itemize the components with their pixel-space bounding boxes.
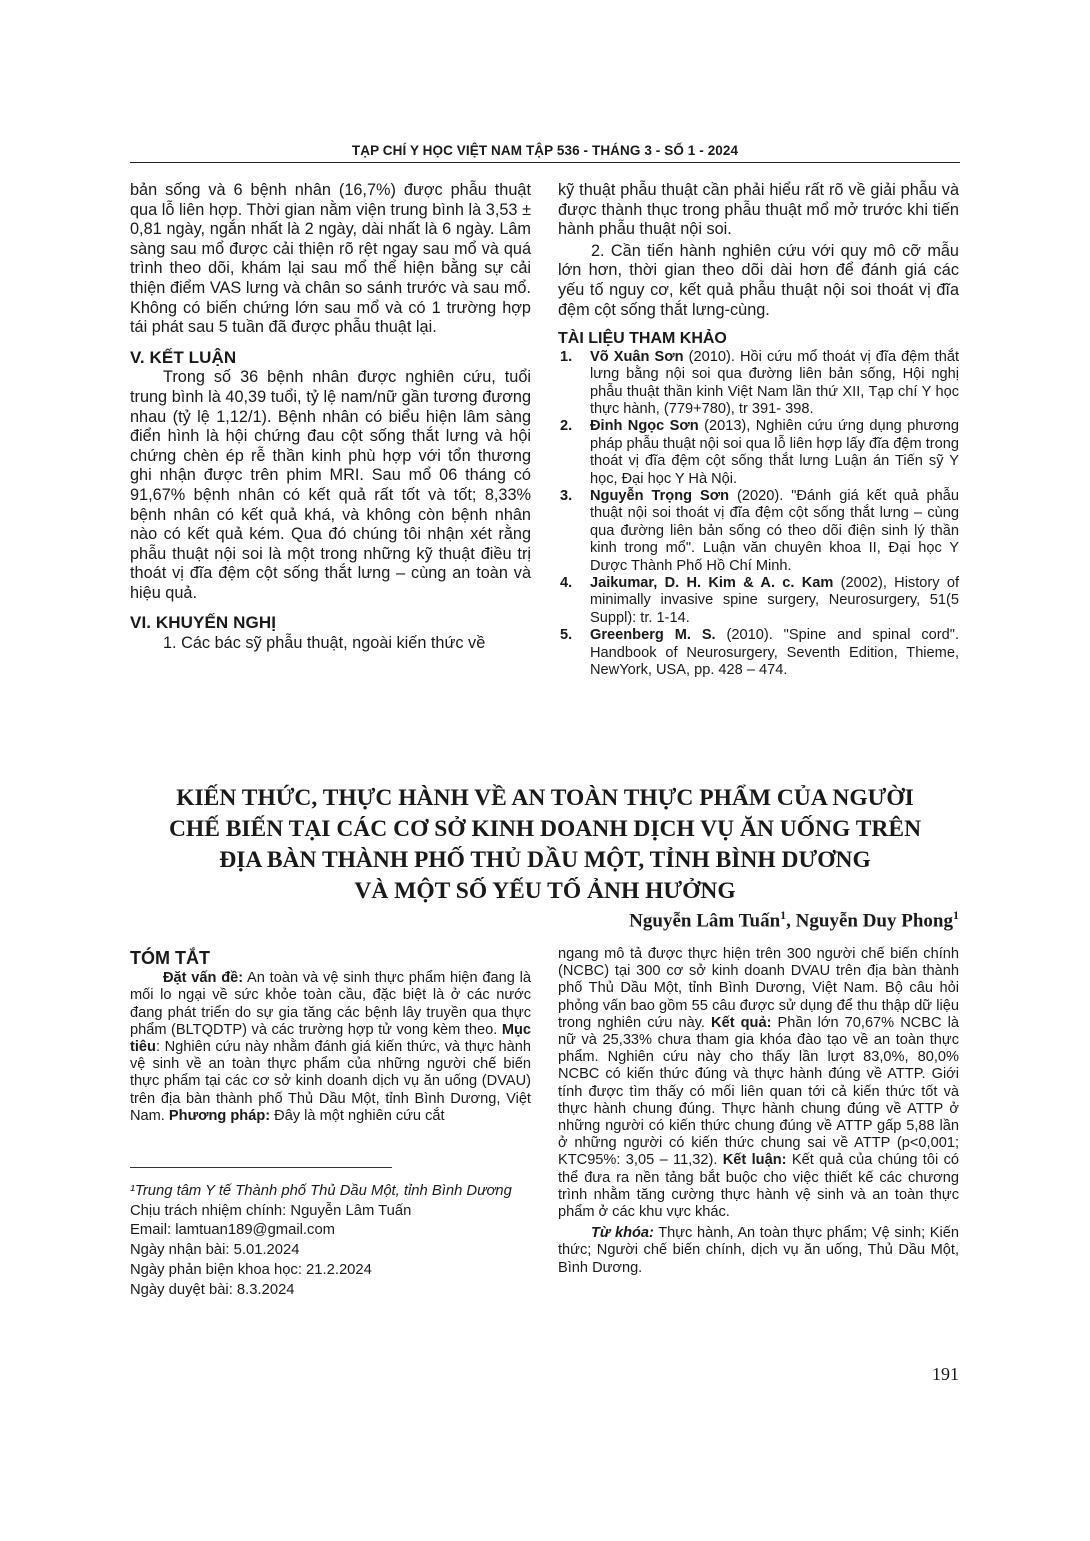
reference-number: 3. [560,488,573,504]
footnote-corresponding: Chịu trách nhiệm chính: Nguyễn Lâm Tuấn [130,1202,412,1219]
abstract-text: Kết quả của chúng tôi có thể đưa ra nền tảng bắt buộc cho việc thiết kế các chương trình nhằm tăng cường thực hành vệ sinh và an toàn thực phẩm ở các khu vực khác. [558,1152,959,1221]
abstract-left-column [130,950,531,1125]
article-title-line: VÀ MỘT SỐ YẾU TỐ ẢNH HƯỞNG [354,878,736,904]
reference-item [558,627,959,679]
references-heading: TÀI LIỆU THAM KHẢO [558,330,727,348]
recommendation-1-end: kỹ thuật phẫu thuật cần phải hiểu rất rõ về giải phẫu và được thành thục trong phẫu thuật mổ mở trước khi tiến hành phẫu thuật nội soi. [558,181,959,239]
abstract-paragraph [558,946,959,1221]
abstract-right-column [558,946,959,1277]
references-list [558,349,959,680]
reference-number: 5. [560,627,573,644]
keywords-paragraph [558,1225,959,1277]
abstract-label: Mục tiêu [130,1021,531,1056]
author-separator: , [786,910,796,932]
header-rule [130,162,960,163]
abstract-text: : Nghiên cứu này nhằm đánh giá kiến thức, và thực hành vệ sinh về an toàn thực phẩm của những người chế biến thực phẩm tại các cơ sở kinh doanh dịch vụ ăn uống (DVAU) trên địa bàn thành phố Thủ Dầu Một, tỉnh Bình Dương, Việt Nam. [130,1039,531,1124]
prev-article-left-column [130,181,531,654]
article-title-line: ĐỊA BÀN THÀNH PHỐ THỦ DẦU MỘT, TỈNH BÌNH DƯƠNG [219,847,871,873]
reference-author: Đinh Ngọc Sơn [590,418,699,435]
running-header: TẠP CHÍ Y HỌC VIỆT NAM TẬP 536 - THÁNG 3 - SỐ 1 - 2024 [351,143,739,158]
footnote [130,1182,540,1300]
abstract-label: Phương pháp: [168,1107,271,1124]
abstract-heading: TÓM TẮT [130,948,210,968]
abstract-text: An toàn và vệ sinh thực phẩm hiện đang là mối lo ngại về sức khỏe toàn cầu, đặc biệt là ở các nước đang phát triển do sự gia tăng các bệnh lây truyền qua thực phẩm (BLTQDTP) và các trường hợp tử vong kèm theo. [130,970,531,1038]
abstract-label: Đặt vấn đề: [163,970,244,987]
footnote-received: Ngày nhận bài: 5.01.2024 [130,1242,300,1259]
abstract-text: ngang mô tả được thực hiện trên 300 người chế biến chính (NCBC) tại 300 cơ sở kinh doanh DVAU trên địa bàn thành phố Thủ Dầu Một, tỉnh Bình Dương, Việt Nam. Bộ câu hỏi phỏng vấn bao gồm 55 câu được sử dụng để thu thập dữ liệu trong nghiên cứu này. [558,946,959,1031]
reference-item [558,575,959,627]
footnote-email: Email: lamtuan189@gmail.com [130,1222,335,1239]
reference-number: 1. [560,348,573,365]
abstract-text: Đây là một nghiên cứu cắt [270,1107,445,1124]
reference-number: 4. [560,575,573,592]
reference-text: (2010). Hồi cứu mổ thoát vị đĩa đệm thắt lưng bằng nội soi qua đường liên bản sống, Hội nghị phẫu thuật thần kinh Việt Nam lần thứ XII, Tạp chí Y học thực hành, (779+780), tr 391- 398. [590,348,959,417]
article-title-line: KIẾN THỨC, THỰC HÀNH VỀ AN TOÀN THỰC PHẨM CỦA NGƯỜI [176,785,914,811]
conclusion-text: Trong số 36 bệnh nhân được nghiên cứu, tuổi trung bình là 40,39 tuổi, tỷ lệ nam/nữ gần tương đương nhau (tỷ lệ 1,12/1). Bệnh nhân có biểu hiện lâm sàng điển hình là hội chứng đau cột sống thắt lưng và hội chứng chèn ép rễ thần kinh phù hợp với tổn thương ghi nhận được trên phim MRI. Sau mổ 06 tháng có 91,67% bệnh nhân có kết quả rất tốt và tốt; 8,33% bệnh nhân có kết quả khá, và không còn bệnh nhân nào có kết quả kém. Qua đó chúng tôi nhận xét rằng phẫu thuật nội soi là một trong những kỹ thuật điều trị thoát vị đĩa đệm cột sống thắt lưng – cùng an toàn và hiệu quả. [130,368,531,602]
recommendation-2: 2. Cần tiến hành nghiên cứu với quy mô cỡ mẫu lớn hơn, thời gian theo dõi dài hơn để đánh giá các yếu tố nguy cơ, kết quả phẫu thuật nội soi thoát vị đĩa đệm cột sống thắt lưng-cùng. [558,241,959,319]
page-number: 191 [932,1364,959,1384]
footnote-reviewed: Ngày phản biện khoa học: 21.2.2024 [130,1261,372,1278]
article-authors [629,908,959,932]
reference-author: Võ Xuân Sơn [590,348,684,365]
abstract-label: Kết quả: [711,1014,772,1031]
author-name: Nguyễn Duy Phong [795,910,953,932]
author-affiliation-mark: 1 [953,908,959,922]
footnote-accepted: Ngày duyệt bài: 8.3.2024 [130,1281,295,1298]
reference-item [558,418,959,488]
keywords-text: Thực hành, An toàn thực phẩm; Vệ sinh; Kiến thức; Người chế biến chính, dịch vụ ăn uống, Thủ Dầu Một, Bình Dương. [558,1225,960,1276]
abstract-text: Phần lớn 70,67% NCBC là nữ và 25,33% chưa tham gia khóa đào tạo về an toàn thực phẩm. Nghiên cứu này cho thấy lần lượt 83,0%, 80,0% NCBC có kiến thức đúng và thực hành đúng về ATTP. Giới tính được tìm thấy có mối liên quan tới cả kiến thức tốt và thực hành chung đúng. Thực hành chung đúng về ATTP ở những người có kiến thức chung đúng về ATTP gấp 5,88 lần ở những người có kiến thức chung sai về ATTP (p<0,001; KTC95%: 3,05 – 11,32). [558,1014,959,1169]
reference-number: 2. [560,418,573,435]
conclusion-heading: V. KẾT LUẬN [130,347,237,367]
reference-text: (2002), History of minimally invasive spine surgery, Neurosurgery, 51(5 Suppl): tr. 1-14. [590,575,959,626]
recommendation-1-start: 1. Các bác sỹ phẫu thuật, ngoài kiến thức về [163,634,486,653]
results-continuation: bản sống và 6 bệnh nhân (16,7%) được phẫu thuật qua lỗ liên hợp. Thời gian nằm viện trung bình là 3,53 ± 0,81 ngày, ngắn nhất là 2 ngày, dài nhất là 6 ngày. Lâm sàng sau mổ được cải thiện rõ rệt ngay sau mổ và quá trình theo dõi, khám lại sau mổ thể hiện bằng sự cải thiện điểm VAS lưng và chân so sánh trước và sau mổ. Không có biến chứng lớn sau mổ và có 1 trường hợp tái phát sau 5 tuần đã được phẫu thuật lại. [130,181,531,337]
footnote-affiliation: ¹Trung tâm Y tế Thành phố Thủ Dầu Một, tỉnh Bình Dương [130,1183,512,1199]
abstract-label: Kết luận: [722,1152,787,1169]
prev-article-right-column [558,181,959,679]
author-affiliation-mark: 1 [780,908,787,922]
reference-item [558,349,959,419]
reference-text: (2020). "Đánh giá kết quả phẫu thuật nội soi thoát vị đĩa đệm cột sống thắt lưng – cùng qua đường liên bản sống có theo dõi điện sinh lý thần kinh trong mổ". Luận văn chuyên khoa II, Đại học Y Dược Thành Phố Hồ Chí Minh. [590,488,959,574]
abstract-paragraph [130,970,531,1125]
author-name: Nguyễn Lâm Tuấn [629,910,781,932]
keywords-label: Từ khóa: [591,1225,654,1242]
reference-author: Greenberg M. S. [590,627,716,644]
article-title-line: CHẾ BIẾN TẠI CÁC CƠ SỞ KINH DOANH DỊCH VỤ ĂN UỐNG TRÊN [168,816,922,842]
reference-text: (2010). "Spine and spinal cord". Handbook of Neurosurgery, Seventh Edition, Thieme, NewYork, USA, pp. 428 – 474. [590,627,959,679]
footnote-rule [130,1167,392,1168]
reference-author: Nguyễn Trọng Sơn [590,488,730,504]
reference-author: Jaikumar, D. H. Kim & A. c. Kam [590,575,834,592]
reference-text: (2013), Nghiên cứu ứng dụng phương pháp phẫu thuật nội soi qua lỗ liên hợp lấy đĩa đệm trong thoát vị đĩa đệm cột sống thắt lưng Luận án Tiến sỹ Y học, Đại học Y Hà Nội. [590,418,959,487]
article-title [130,783,960,907]
recommendation-heading: VI. KHUYẾN NGHỊ [130,613,277,633]
reference-item [558,488,959,575]
